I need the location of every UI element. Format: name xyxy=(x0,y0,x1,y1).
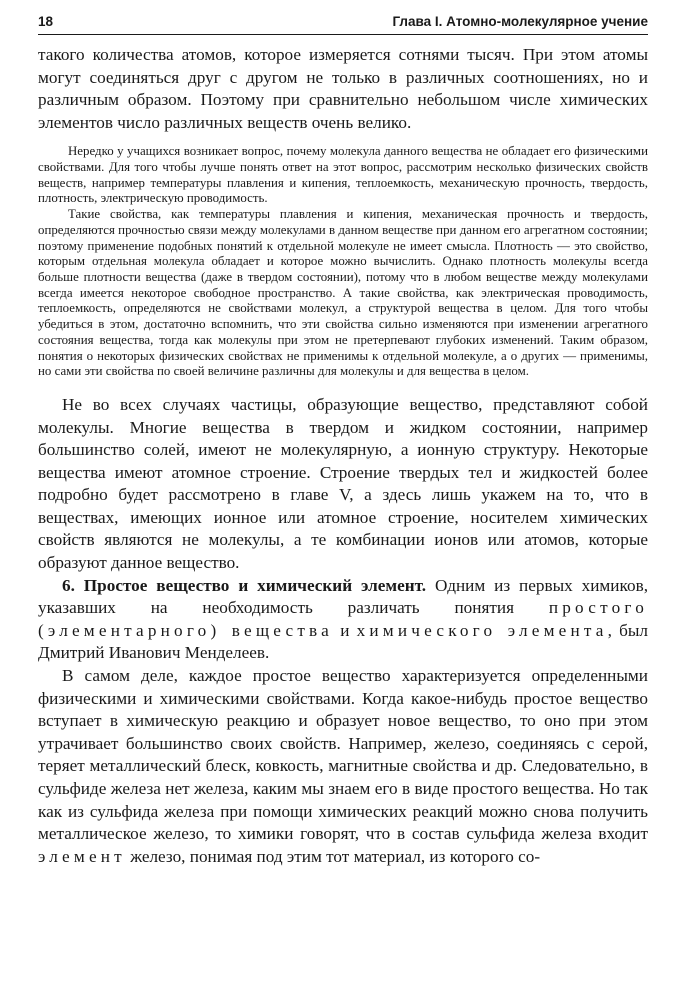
paragraph-continuation: такого количества атомов, которое измеряется сотнями тысяч. При этом атомы могут соединяться друг с другом не только в различных соотношениях, но и различным образом. Поэтому при сравнительно небольшом числе химических элементов число различных веществ очень велико. xyxy=(38,45,648,132)
chapter-title: Глава I. Атомно-молекулярное учение xyxy=(392,14,648,29)
spaced-term-chemical-element: химического элемента xyxy=(356,620,608,640)
small-print-note xyxy=(38,144,648,380)
book-page xyxy=(38,14,648,868)
paragraph-iron-example xyxy=(38,665,648,868)
section-text-a: Одним из первых химиков, указавших на необходимость различать понятия xyxy=(38,575,648,618)
page-header xyxy=(38,14,648,35)
section-text-c: , был Дмитрий Иванович Менделеев. xyxy=(38,620,649,663)
spaced-term-element: элемент xyxy=(38,846,126,866)
page-number: 18 xyxy=(38,14,54,29)
iron-text-a: В самом деле, каждое простое вещество характеризуется определенными физическими и химическими свойствами. Когда какое-нибудь простое вещество вступает в химическую реакцию и образует новое вещество, то оно при этом утрачивает большинство своих свойств. Например, железо, соединяясь с серой, теряет металлический блеск, ковкость, магнитные свойства и др. Следовательно, в сульфиде железа нет железа, каким мы знаем его в виде простого вещества. Но так как из сульфида железа при помощи химических реакций можно снова получить металлическое железо, то химики говорят, что в состав сульфида железа входит xyxy=(38,666,648,844)
small-print-paragraph-1: Нередко у учащихся возникает вопрос, почему молекула данного вещества не обладает его физическими свойствами. Для того чтобы лучше понять ответ на этот вопрос, рассмотрим несколько физических свойств веществ, например температуры плавления и кипения, теплоемкость, механическую прочность, твердость, плотность, электрическую проводимость. xyxy=(38,144,648,206)
section-heading: 6. Простое вещество и химический элемент. xyxy=(62,575,427,595)
spaced-term-simple-substance: простого (элементарного) вещества xyxy=(38,598,648,640)
small-print-paragraph-2: Такие свойства, как температуры плавления и кипения, механическая прочность и твердость, определяются прочностью связи между молекулами в данном веществе при данном его агрегатном состоянии; поэтому применение подобных понятий к отдельной молекуле не имеет смысла. Плотность — это свойство, которым отдельная молекула обладает и которое можно вычислить. Однако плотность молекулы всегда больше плотности вещества (даже в твердом состоянии), потому что в любом веществе между молекулами всегда имеется некоторое свободное пространство. А такие свойства, как электрическая проводимость, теплоемкость, определяются не свойствами молекул, а структурой вещества в целом. Для того чтобы убедиться в этом, достаточно вспомнить, что эти свойства сильно изменяются при изменении агрегатного состояния вещества, тогда как молекулы при этом не претерпевают глубоких изменений. Таким образом, понятия о некоторых физических свойствах не применимы к отдельной молекуле, а о других — применимы, но сами эти свойства по своей величине различны для молекулы и для вещества в целом. xyxy=(38,207,648,379)
section-text-b: и xyxy=(332,620,357,640)
paragraph-structure: Не во всех случаях частицы, образующие вещество, представляют собой молекулы. Многие вещества в твердом и жидком состоянии, например большинство солей, имеют не молекулярную, а ионную структуру. Некоторые вещества имеют атомное строение. Строение твердых тел и жидкостей более подробно будет рассмотрено в главе V, а здесь лишь укажем на то, что в веществах, имеющих ионное или атомное строение, носителем химических свойств являются не молекулы, а те комбинации ионов или атомов, которые образуют данное вещество. xyxy=(38,394,648,573)
iron-text-b: железо, понимая под этим тот материал, из которого со- xyxy=(125,846,541,866)
section-6-paragraph xyxy=(38,575,648,665)
